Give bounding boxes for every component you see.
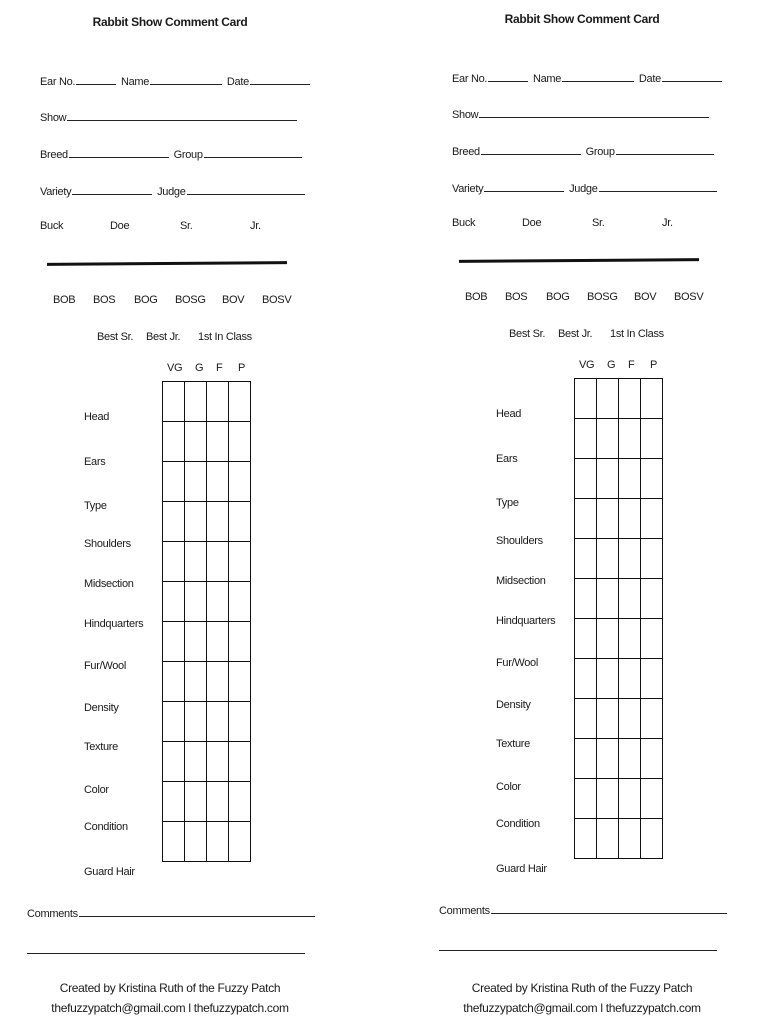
grid-cell[interactable] (575, 379, 597, 419)
footer-credit: Created by Kristina Ruth of the Fuzzy Patch (59, 981, 281, 995)
comments-row (439, 903, 729, 917)
breed-label: Breed (40, 149, 68, 161)
ear-name-date-row (40, 74, 312, 88)
grid-cell[interactable] (229, 502, 251, 542)
ear-no-field[interactable] (488, 71, 528, 82)
grid-cell[interactable] (163, 622, 185, 662)
trait-midsection: Midsection (496, 575, 546, 587)
grid-row (163, 662, 251, 702)
trait-head: Head (84, 411, 110, 423)
grid-cell[interactable] (597, 379, 619, 419)
trait-texture: Texture (84, 741, 118, 753)
grid-cell[interactable] (641, 419, 663, 459)
grid-cell[interactable] (163, 542, 185, 582)
date-label: Date (638, 73, 661, 85)
rating-vg: VG (579, 359, 595, 371)
ear-no-field[interactable] (76, 74, 116, 85)
trait-hindquarters: Hindquarters (84, 618, 144, 630)
trait-hindquarters: Hindquarters (496, 615, 556, 627)
grid-cell[interactable] (229, 542, 251, 582)
grid-cell[interactable] (575, 699, 597, 739)
grid-cell[interactable] (619, 699, 641, 739)
buck-option[interactable]: Buck (452, 217, 476, 229)
show-field[interactable] (479, 107, 709, 118)
grid-cell[interactable] (185, 662, 207, 702)
variety-judge-row (40, 184, 307, 198)
grid-cell[interactable] (619, 459, 641, 499)
grid-row (163, 702, 251, 742)
award-bosv[interactable]: BOSV (262, 294, 292, 306)
grid-cell[interactable] (641, 699, 663, 739)
name-field[interactable] (562, 71, 634, 82)
grid-cell[interactable] (575, 739, 597, 779)
rating-p: P (238, 362, 246, 374)
grid-cell[interactable] (163, 462, 185, 502)
rating-p: P (650, 359, 658, 371)
grid-cell[interactable] (575, 459, 597, 499)
award-bosg[interactable]: BOSG (587, 291, 618, 303)
comments-field-line-2[interactable] (27, 953, 305, 954)
trait-condition: Condition (84, 821, 128, 833)
grid-cell[interactable] (229, 662, 251, 702)
grid-cell[interactable] (163, 422, 185, 462)
award-bov[interactable]: BOV (634, 291, 657, 303)
grid-cell[interactable] (207, 822, 229, 862)
variety-judge-row (452, 181, 719, 195)
grid-cell[interactable] (207, 462, 229, 502)
grid-cell[interactable] (575, 579, 597, 619)
show-field[interactable] (67, 110, 297, 121)
trait-texture: Texture (496, 738, 530, 750)
breed-field[interactable] (69, 147, 169, 158)
grid-cell[interactable] (575, 819, 597, 859)
rating-grid (162, 381, 251, 862)
grid-cell[interactable] (207, 782, 229, 822)
grid-cell[interactable] (619, 619, 641, 659)
name-field[interactable] (150, 74, 222, 85)
grid-cell[interactable] (597, 819, 619, 859)
judge-field[interactable] (599, 181, 717, 192)
award-best-jr[interactable]: Best Jr. (146, 331, 181, 343)
grid-cell[interactable] (229, 742, 251, 782)
grid-row (575, 819, 663, 859)
grid-row (575, 659, 663, 699)
footer-contact: thefuzzypatch@gmail.com l thefuzzypatch.com (463, 1001, 701, 1015)
rating-f: F (216, 362, 223, 374)
grid-row (163, 382, 251, 422)
grid-cell[interactable] (575, 659, 597, 699)
grid-row (163, 582, 251, 622)
variety-field[interactable] (72, 184, 152, 195)
ear-name-date-row (452, 71, 724, 85)
grid-cell[interactable] (619, 539, 641, 579)
grid-cell[interactable] (229, 582, 251, 622)
grid-cell[interactable] (163, 822, 185, 862)
rating-f: F (628, 359, 635, 371)
award-bos[interactable]: BOS (505, 291, 528, 303)
group-field[interactable] (204, 147, 302, 158)
grid-cell[interactable] (229, 622, 251, 662)
trait-density: Density (84, 702, 119, 714)
grid-cell[interactable] (163, 382, 185, 422)
comments-field[interactable] (79, 906, 315, 917)
grid-row (575, 379, 663, 419)
trait-type: Type (496, 497, 519, 509)
breed-field[interactable] (481, 144, 581, 155)
ear-no-label: Ear No. (452, 73, 488, 85)
trait-shoulders: Shoulders (496, 535, 543, 547)
grid-cell[interactable] (597, 779, 619, 819)
footer-contact: thefuzzypatch@gmail.com l thefuzzypatch.com (51, 1001, 289, 1015)
trait-guard-hair: Guard Hair (84, 866, 135, 878)
grid-row (163, 462, 251, 502)
grid-row (575, 499, 663, 539)
show-row (40, 110, 299, 124)
grid-row (575, 619, 663, 659)
judge-label: Judge (157, 186, 186, 198)
show-label: Show (452, 109, 479, 121)
trait-fur-wool: Fur/Wool (496, 657, 539, 669)
divider-line (47, 261, 287, 266)
award-first-in-class[interactable]: 1st In Class (610, 328, 664, 340)
trait-color: Color (496, 781, 521, 793)
grid-cell[interactable] (185, 462, 207, 502)
grid-cell[interactable] (597, 659, 619, 699)
grid-cell[interactable] (229, 462, 251, 502)
grid-cell[interactable] (575, 499, 597, 539)
grid-cell[interactable] (207, 422, 229, 462)
grid-row (163, 422, 251, 462)
grid-cell[interactable] (619, 379, 641, 419)
comments-label: Comments (439, 905, 490, 917)
trait-shoulders: Shoulders (84, 538, 131, 550)
grid-cell[interactable] (207, 622, 229, 662)
grid-cell[interactable] (207, 582, 229, 622)
grid-cell[interactable] (641, 659, 663, 699)
grid-cell[interactable] (619, 819, 641, 859)
trait-type: Type (84, 500, 107, 512)
grid-cell[interactable] (597, 539, 619, 579)
trait-fur-wool: Fur/Wool (84, 660, 127, 672)
comment-card-right (385, 0, 770, 1024)
trait-ears: Ears (84, 456, 106, 468)
grid-cell[interactable] (207, 542, 229, 582)
grid-cell[interactable] (641, 779, 663, 819)
grid-row (575, 699, 663, 739)
grid-cell[interactable] (641, 819, 663, 859)
grid-cell[interactable] (185, 382, 207, 422)
grid-cell[interactable] (641, 579, 663, 619)
grid-cell[interactable] (229, 822, 251, 862)
junior-option[interactable]: Jr. (250, 220, 261, 232)
grid-cell[interactable] (185, 742, 207, 782)
comments-field-line-2[interactable] (439, 950, 717, 951)
grid-row (163, 782, 251, 822)
grid-cell[interactable] (597, 459, 619, 499)
group-label: Group (173, 149, 203, 161)
grid-cell[interactable] (229, 422, 251, 462)
grid-cell[interactable] (619, 779, 641, 819)
grid-cell[interactable] (163, 702, 185, 742)
grid-row (163, 742, 251, 782)
grid-cell[interactable] (229, 702, 251, 742)
rating-g: G (607, 359, 616, 371)
rating-vg: VG (167, 362, 183, 374)
grid-cell[interactable] (641, 539, 663, 579)
ear-no-label: Ear No. (40, 76, 76, 88)
award-bos[interactable]: BOS (93, 294, 116, 306)
grid-row (163, 622, 251, 662)
grid-cell[interactable] (229, 382, 251, 422)
grid-cell[interactable] (641, 739, 663, 779)
footer-credit: Created by Kristina Ruth of the Fuzzy Patch (471, 981, 693, 995)
grid-cell[interactable] (207, 662, 229, 702)
rating-g: G (195, 362, 204, 374)
trait-head: Head (496, 408, 522, 420)
award-bosg[interactable]: BOSG (175, 294, 206, 306)
trait-ears: Ears (496, 453, 518, 465)
grid-cell[interactable] (163, 782, 185, 822)
breed-label: Breed (452, 146, 480, 158)
date-field[interactable] (250, 74, 310, 85)
trait-guard-hair: Guard Hair (496, 863, 547, 875)
grid-cell[interactable] (185, 422, 207, 462)
trait-color: Color (84, 784, 109, 796)
grid-row (575, 739, 663, 779)
grid-cell[interactable] (619, 499, 641, 539)
trait-midsection: Midsection (84, 578, 134, 590)
senior-option[interactable]: Sr. (180, 220, 193, 232)
variety-field[interactable] (484, 181, 564, 192)
grid-cell[interactable] (185, 702, 207, 742)
card-title: Rabbit Show Comment Card (92, 15, 248, 29)
junior-option[interactable]: Jr. (662, 217, 673, 229)
award-bog[interactable]: BOG (546, 291, 570, 303)
grid-cell[interactable] (619, 419, 641, 459)
grid-cell[interactable] (185, 782, 207, 822)
grid-row (163, 822, 251, 862)
judge-field[interactable] (187, 184, 305, 195)
grid-cell[interactable] (641, 379, 663, 419)
senior-option[interactable]: Sr. (592, 217, 605, 229)
award-bov[interactable]: BOV (222, 294, 245, 306)
grid-row (163, 502, 251, 542)
name-label: Name (532, 73, 562, 85)
group-label: Group (585, 146, 615, 158)
grid-cell[interactable] (207, 502, 229, 542)
grid-cell[interactable] (641, 619, 663, 659)
buck-option[interactable]: Buck (40, 220, 64, 232)
grid-cell[interactable] (207, 702, 229, 742)
grid-cell[interactable] (163, 502, 185, 542)
trait-condition: Condition (496, 818, 540, 830)
show-label: Show (40, 112, 67, 124)
grid-cell[interactable] (575, 779, 597, 819)
grid-cell[interactable] (575, 619, 597, 659)
doe-option[interactable]: Doe (522, 217, 542, 229)
grid-cell[interactable] (185, 582, 207, 622)
award-best-sr[interactable]: Best Sr. (509, 328, 546, 340)
grid-cell[interactable] (185, 542, 207, 582)
grid-cell[interactable] (163, 742, 185, 782)
judge-label: Judge (569, 183, 598, 195)
grid-row (575, 419, 663, 459)
grid-cell[interactable] (597, 739, 619, 779)
variety-label: Variety (452, 183, 484, 195)
award-bosv[interactable]: BOSV (674, 291, 704, 303)
grid-cell[interactable] (597, 699, 619, 739)
variety-label: Variety (40, 186, 72, 198)
doe-option[interactable]: Doe (110, 220, 130, 232)
grid-cell[interactable] (185, 822, 207, 862)
grid-cell[interactable] (597, 619, 619, 659)
grid-cell[interactable] (575, 539, 597, 579)
card-title: Rabbit Show Comment Card (504, 12, 660, 26)
award-bog[interactable]: BOG (134, 294, 158, 306)
grid-cell[interactable] (229, 782, 251, 822)
grid-cell[interactable] (641, 459, 663, 499)
award-best-jr[interactable]: Best Jr. (558, 328, 593, 340)
award-bob[interactable]: BOB (53, 294, 76, 306)
group-field[interactable] (616, 144, 714, 155)
grid-cell[interactable] (185, 622, 207, 662)
grid-cell[interactable] (619, 739, 641, 779)
rating-grid (574, 378, 663, 859)
award-bob[interactable]: BOB (465, 291, 488, 303)
grid-cell[interactable] (619, 659, 641, 699)
grid-cell[interactable] (207, 382, 229, 422)
award-best-sr[interactable]: Best Sr. (97, 331, 134, 343)
grid-cell[interactable] (619, 579, 641, 619)
award-first-in-class[interactable]: 1st In Class (198, 331, 252, 343)
grid-cell[interactable] (575, 419, 597, 459)
date-label: Date (226, 76, 249, 88)
show-row (452, 107, 711, 121)
grid-cell[interactable] (641, 499, 663, 539)
grid-cell[interactable] (597, 499, 619, 539)
trait-density: Density (496, 699, 531, 711)
date-field[interactable] (662, 71, 722, 82)
grid-cell[interactable] (185, 502, 207, 542)
grid-cell[interactable] (597, 419, 619, 459)
grid-row (575, 539, 663, 579)
grid-cell[interactable] (207, 742, 229, 782)
comments-row (27, 906, 317, 920)
grid-row (575, 779, 663, 819)
comments-label: Comments (27, 908, 78, 920)
comments-field[interactable] (491, 903, 727, 914)
grid-cell[interactable] (597, 579, 619, 619)
grid-cell[interactable] (163, 662, 185, 702)
grid-cell[interactable] (163, 582, 185, 622)
divider-line (459, 258, 699, 263)
breed-group-row (40, 147, 304, 161)
grid-row (575, 459, 663, 499)
name-label: Name (120, 76, 150, 88)
grid-row (575, 579, 663, 619)
breed-group-row (452, 144, 716, 158)
grid-row (163, 542, 251, 582)
